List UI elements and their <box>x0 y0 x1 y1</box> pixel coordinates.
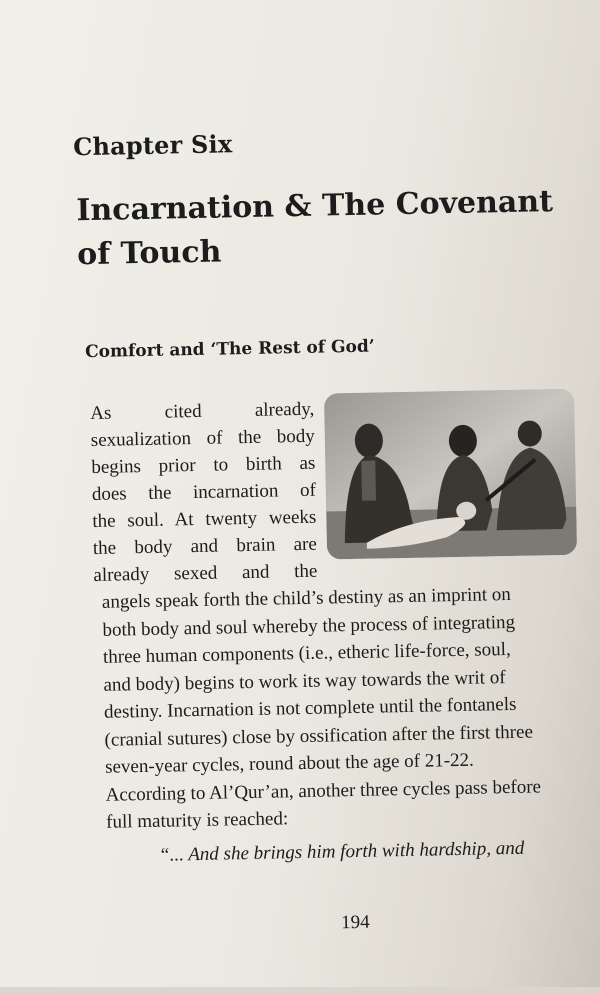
text-line: destiny. Incarnation is not complete until the fontanels <box>103 693 517 723</box>
figure-photo <box>324 389 577 560</box>
text-line: the body and brain are <box>92 533 318 559</box>
chapter-title: Incarnation & The Covenant of Touch <box>76 184 554 273</box>
sepia-photo-icon <box>324 389 577 560</box>
text-line: already sexed and the <box>93 560 318 586</box>
quote-text: And she brings him forth with hardship, and <box>188 837 525 866</box>
text-line: full maturity is reached: <box>105 808 289 833</box>
text-line: the soul. At twenty weeks <box>92 506 317 532</box>
chapter-label: Chapter Six <box>72 129 233 162</box>
page-number: 194 <box>340 911 370 934</box>
wrapped-paragraph <box>90 396 318 589</box>
text-line: begins prior to birth as <box>91 452 316 478</box>
text-line: (cranial sutures) close by ossification after the first three <box>104 721 534 751</box>
quotation <box>161 836 600 866</box>
text-line: sexualization of the body <box>90 425 315 452</box>
text-line: both body and soul whereby the process of integrating <box>102 611 516 641</box>
text-line: seven-year cycles, round about the age of 21-22. <box>104 749 475 778</box>
text-line: three human components (i.e., etheric life-force, soul, <box>102 638 511 668</box>
quote-open: “... <box>160 844 184 866</box>
text-line: and body) begins to work its way towards the writ of <box>103 666 506 696</box>
section-heading: Comfort and ‘The Rest of God’ <box>84 336 375 363</box>
text-line: As cited already, <box>90 398 315 425</box>
text-line: According to Al’Qur’an, another three cycles pass before <box>105 775 542 806</box>
text-line: angels speak forth the child’s destiny as an imprint on <box>101 583 512 613</box>
body-paragraph <box>102 580 587 837</box>
text-line: does the incarnation of <box>91 479 317 505</box>
